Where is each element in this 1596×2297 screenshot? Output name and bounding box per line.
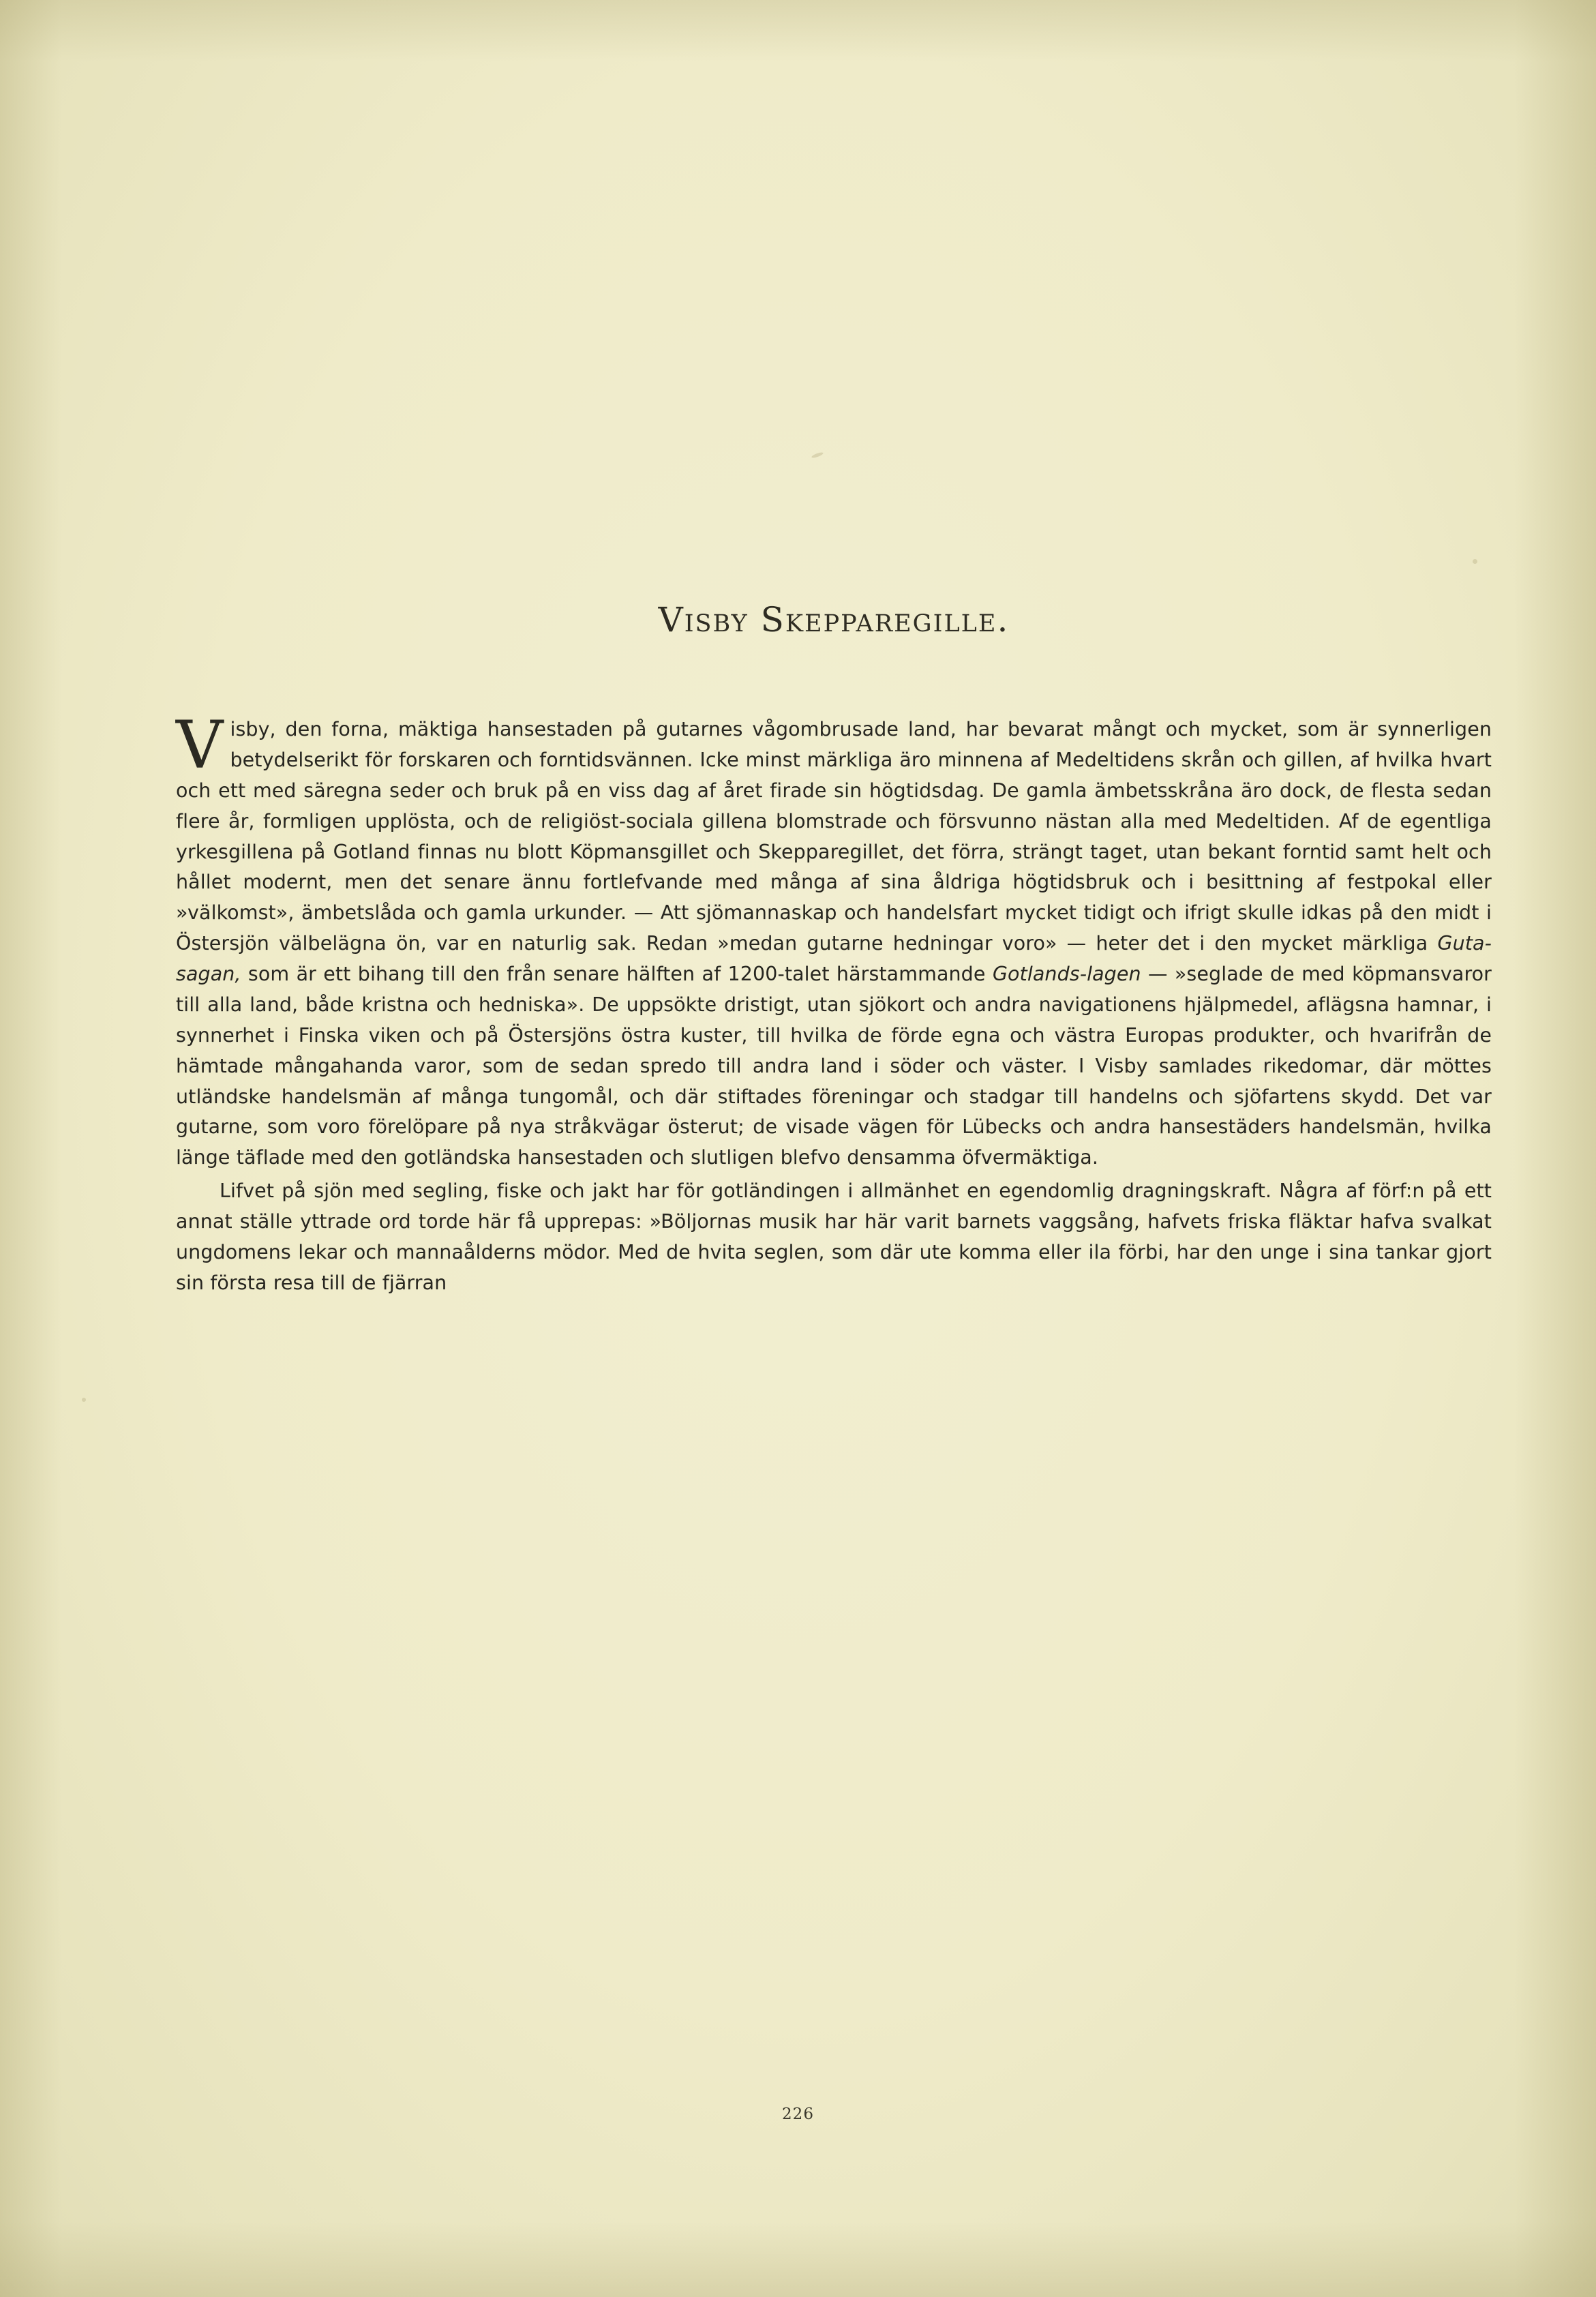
paragraph-1-text-3: — »seglade de med köpmansvaror till alla land, både kristna och hedniska». De uppsökte dristigt, utan sjökort och andra navigationens hjälpmedel, aflägsna hamnar, i synnerhet i Finska viken och på Östersjöns östra kuster, till hvilka de förde egna och västra Europas produkter, och hvarifrån de hämtade mångahanda varor, som de sedan spredo till andra land i söder och väster. I Visby samlades rikedomar, där möttes utländske handelsmän af många tungomål, och där stiftades föreningar och stadgar till handelns och sjöfartens skydd. Det var gutarne, som voro förelöpare på nya stråkvägar österut; de visade vägen för Lübecks och andra hansestäders handelsmän, hvilka länge täflade med den gotländska hansestaden och slutligen blefvo densamma öfvermäktiga. bbox=[176, 963, 1492, 1169]
paper-speck bbox=[82, 1398, 86, 1402]
paragraph-1-text: isby, den forna, mäktiga hansestaden på gutarnes vågombrusade land, har bevarat mångt och mycket, som är synnerligen betydelserikt för forskaren och forntidsvännen. Icke minst märkliga äro minnena af Medeltidens skrån och gillen, af hvilka hvart och ett med säregna seder och bruk på en viss dag af året firade sin högtidsdag. De gamla ämbetsskråna äro dock, de flesta sedan flere år, formligen upplösta, och de religiöst-sociala gillena blomstrade och försvunno nästan alla med Medeltiden. Af de egentliga yrkesgillena på Gotland finnas nu blott Köpmansgillet och Skepparegillet, det förra, strängt taget, utan bekant forntid samt helt och hållet modernt, men det senare ännu fortlefvande med många af sina åldriga högtidsbruk och i besittning af festpokal eller »välkomst», ämbetslåda och gamla urkunder. — Att sjömannaskap och handelsfart mycket tidigt och ifrigt skulle idkas på den midt i Östersjön välbelägna ön, var en naturlig sak. Redan »medan gutarne hedningar voro» — heter det i den mycket märkliga bbox=[176, 718, 1492, 955]
page-number: 226 bbox=[782, 2105, 814, 2123]
page-content bbox=[176, 0, 1492, 1299]
drop-cap: V bbox=[176, 707, 224, 783]
paragraph-1 bbox=[176, 707, 1492, 1173]
italic-guta-sagan: Guta-sagan, bbox=[176, 932, 1492, 985]
body-text bbox=[176, 707, 1492, 1299]
paragraph-1-text-2: som är ett bihang till den från senare hälften af 1200-talet härstammande bbox=[241, 963, 993, 985]
paragraph-2: Lifvet på sjön med segling, fiske och jakt har för gotländingen i allmänhet en egendomlig dragningskraft. Några af förf:n på ett annat ställe yttrade ord torde här få upprepas: »Böljornas musik har här varit barnets vaggsång, hafvets friska fläktar hafva svalkat ungdomens lekar och mannaålderns mödor. Med de hvita seglen, som där ute komma eller ila förbi, har den unge i sina tankar gjort sin första resa till de fjärran bbox=[176, 1180, 1492, 1294]
paper-edge-left bbox=[0, 0, 61, 2297]
italic-gotlands-lagen: Gotlands-lagen bbox=[992, 963, 1141, 985]
paper-edge-bottom bbox=[0, 2222, 1596, 2297]
paper-edge-right bbox=[1514, 0, 1596, 2297]
page-title: Visby Skepparegille. bbox=[658, 600, 1010, 640]
